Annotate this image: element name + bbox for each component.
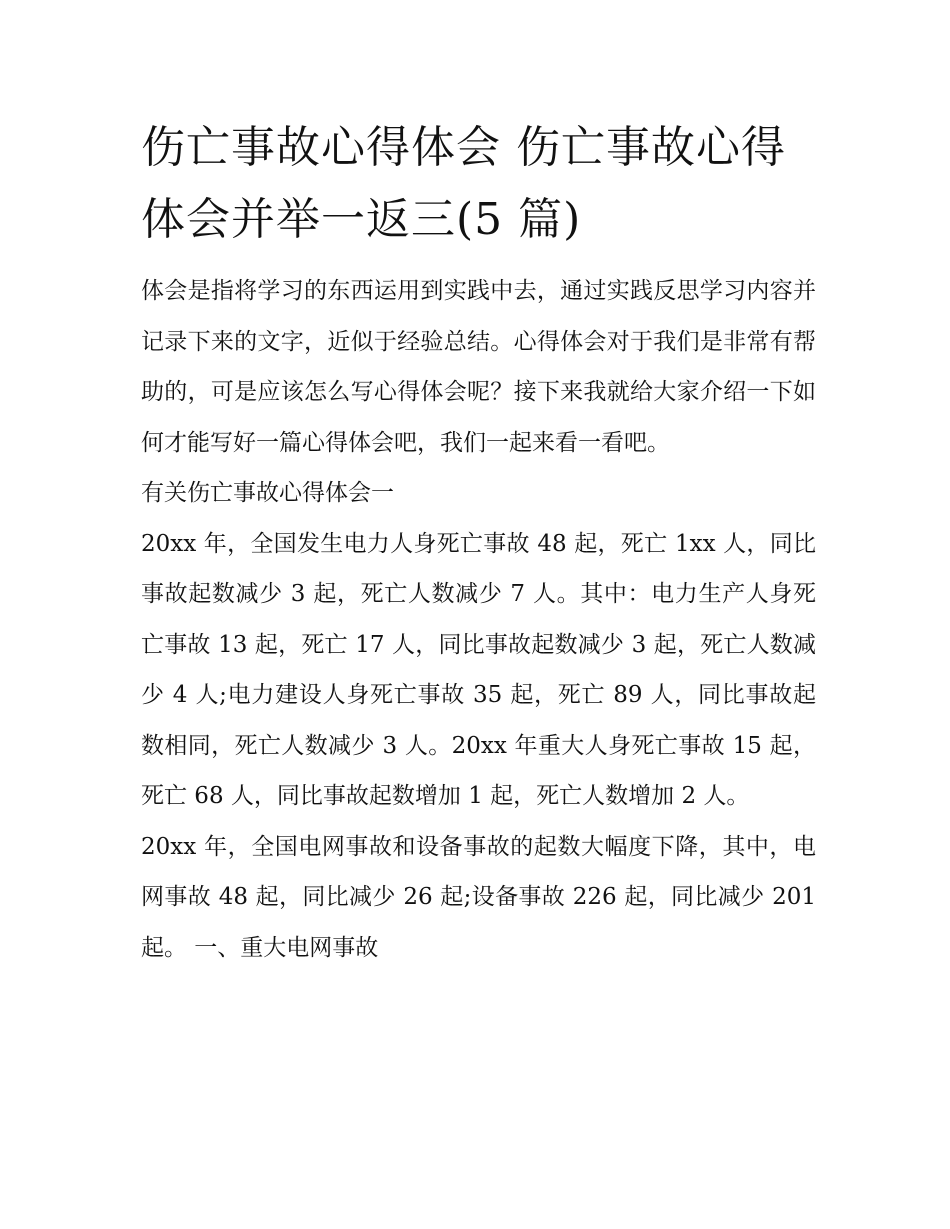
document-title: 伤亡事故心得体会 伤亡事故心得体会并举一返三(5 篇): [141, 122, 786, 245]
section-heading: 有关伤亡事故心得体会一: [141, 480, 394, 506]
grid-accidents-paragraph: 20xx 年，全国电网事故和设备事故的起数大幅度下降，其中，电网事故 48 起，同比减少 26 起;设备事故 226 起，同比减少 201 起。 一、重大电网事故: [141, 833, 816, 961]
document-body: [141, 112, 816, 973]
intro-paragraph: 体会是指将学习的东西运用到实践中去，通过实践反思学习内容并记录下来的文字，近似于经验总结。心得体会对于我们是非常有帮助的，可是应该怎么写心得体会呢？接下来我就给大家介绍一下如何才能写好一篇心得体会吧，我们一起来看一看吧。: [141, 278, 816, 456]
statistics-paragraph: 20xx 年，全国发生电力人身死亡事故 48 起，死亡 1xx 人，同比事故起数减少 3 起，死亡人数减少 7 人。其中：电力生产人身死亡事故 13 起，死亡 17 人，同比事故起数减少 3 起，死亡人数减少 4 人;电力建设人身死亡事故 35 起，死亡 89 人，同比事故起数相同，死亡人数减少 3 人。20xx 年重大人身死亡事故 15 起，死亡 68 人，同比事故起数增加 1 起，死亡人数增加 2 人。: [141, 530, 816, 809]
